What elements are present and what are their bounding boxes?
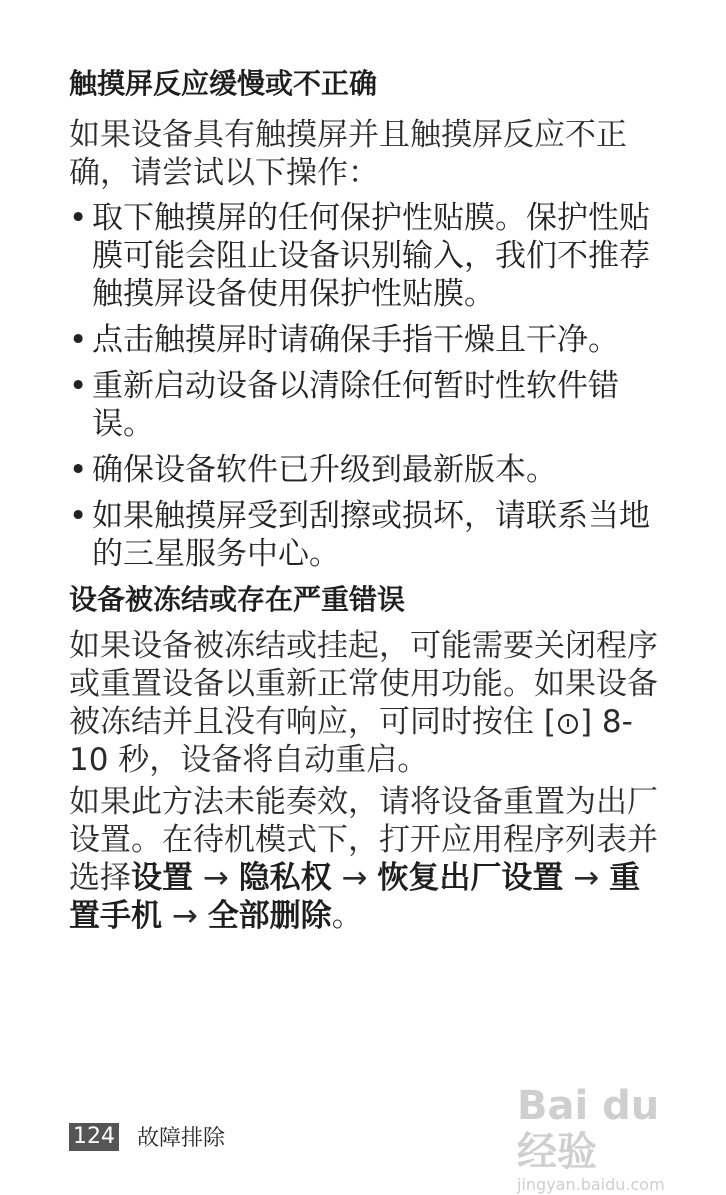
section2-title: 设备被冻结或存在严重错误 <box>69 583 406 616</box>
section2-paragraph-1-end: ] 8-10 秒，设备将自动重启。 <box>69 704 633 778</box>
arrow-2: → <box>331 860 378 896</box>
list-item <box>69 199 659 313</box>
end-punctuation: 。 <box>331 898 363 934</box>
arrow-3: → <box>563 860 610 896</box>
section2-paragraph-2-text: 如果此方法未能奏效，请将设备重置为出厂设置。在待机模式下，打开应用程序列表并选择 <box>69 784 658 896</box>
menu-path-factory-reset: 恢复出厂设置 <box>377 860 564 896</box>
bullet-marker: • <box>69 368 88 404</box>
bullet-marker: • <box>69 200 88 236</box>
power-icon <box>558 714 578 734</box>
list-item-text: 确保设备软件已升级到最新版本。 <box>92 452 557 488</box>
section2-paragraph-1-start: 如果设备被冻结或挂起，可能需要关闭程序或重置设备以重新正常使用功能。如果设备被冻结并且没有响应，可同时按住 [ <box>69 628 658 740</box>
list-item-text: 重新启动设备以清除任何暂时性软件错误。 <box>92 368 619 442</box>
watermark-logo: Bai du 经验 <box>517 1083 660 1175</box>
section2-paragraph-2 <box>69 783 659 935</box>
bullet-marker: • <box>69 498 88 534</box>
bullet-list <box>69 199 659 573</box>
watermark <box>517 1083 687 1194</box>
list-item <box>69 451 659 489</box>
page-footer <box>69 1121 225 1152</box>
arrow-4: → <box>162 898 208 934</box>
section1-intro: 如果设备具有触摸屏并且触摸屏反应不正确，请尝试以下操作： <box>69 117 627 191</box>
watermark-url: jingyan.baidu.com <box>517 1175 665 1194</box>
section1-title: 触摸屏反应缓慢或不正确 <box>69 67 378 100</box>
list-item-text: 点击触摸屏时请确保手指干燥且干净。 <box>92 322 619 358</box>
list-item-text: 取下触摸屏的任何保护性贴膜。保护性贴膜可能会阻止设备识别输入，我们不推荐触摸屏设备使用保护性贴膜。 <box>92 200 650 312</box>
bullet-marker: • <box>69 452 88 488</box>
list-item <box>69 367 659 443</box>
bullet-marker: • <box>69 322 88 358</box>
menu-path-settings: 设置 <box>131 860 193 896</box>
page-number: 124 <box>69 1123 119 1151</box>
list-item-text: 如果触摸屏受到刮擦或损坏，请联系当地的三星服务中心。 <box>92 498 650 572</box>
list-item <box>69 321 659 359</box>
menu-path-reset-phone: 重置手机 <box>69 860 641 934</box>
arrow-1: → <box>193 860 239 896</box>
list-item <box>69 497 659 573</box>
section2-paragraph-1 <box>69 627 659 779</box>
section-name: 故障排除 <box>137 1126 226 1151</box>
menu-path-privacy: 隐私权 <box>238 860 332 896</box>
menu-path-delete-all: 全部删除 <box>207 898 332 934</box>
